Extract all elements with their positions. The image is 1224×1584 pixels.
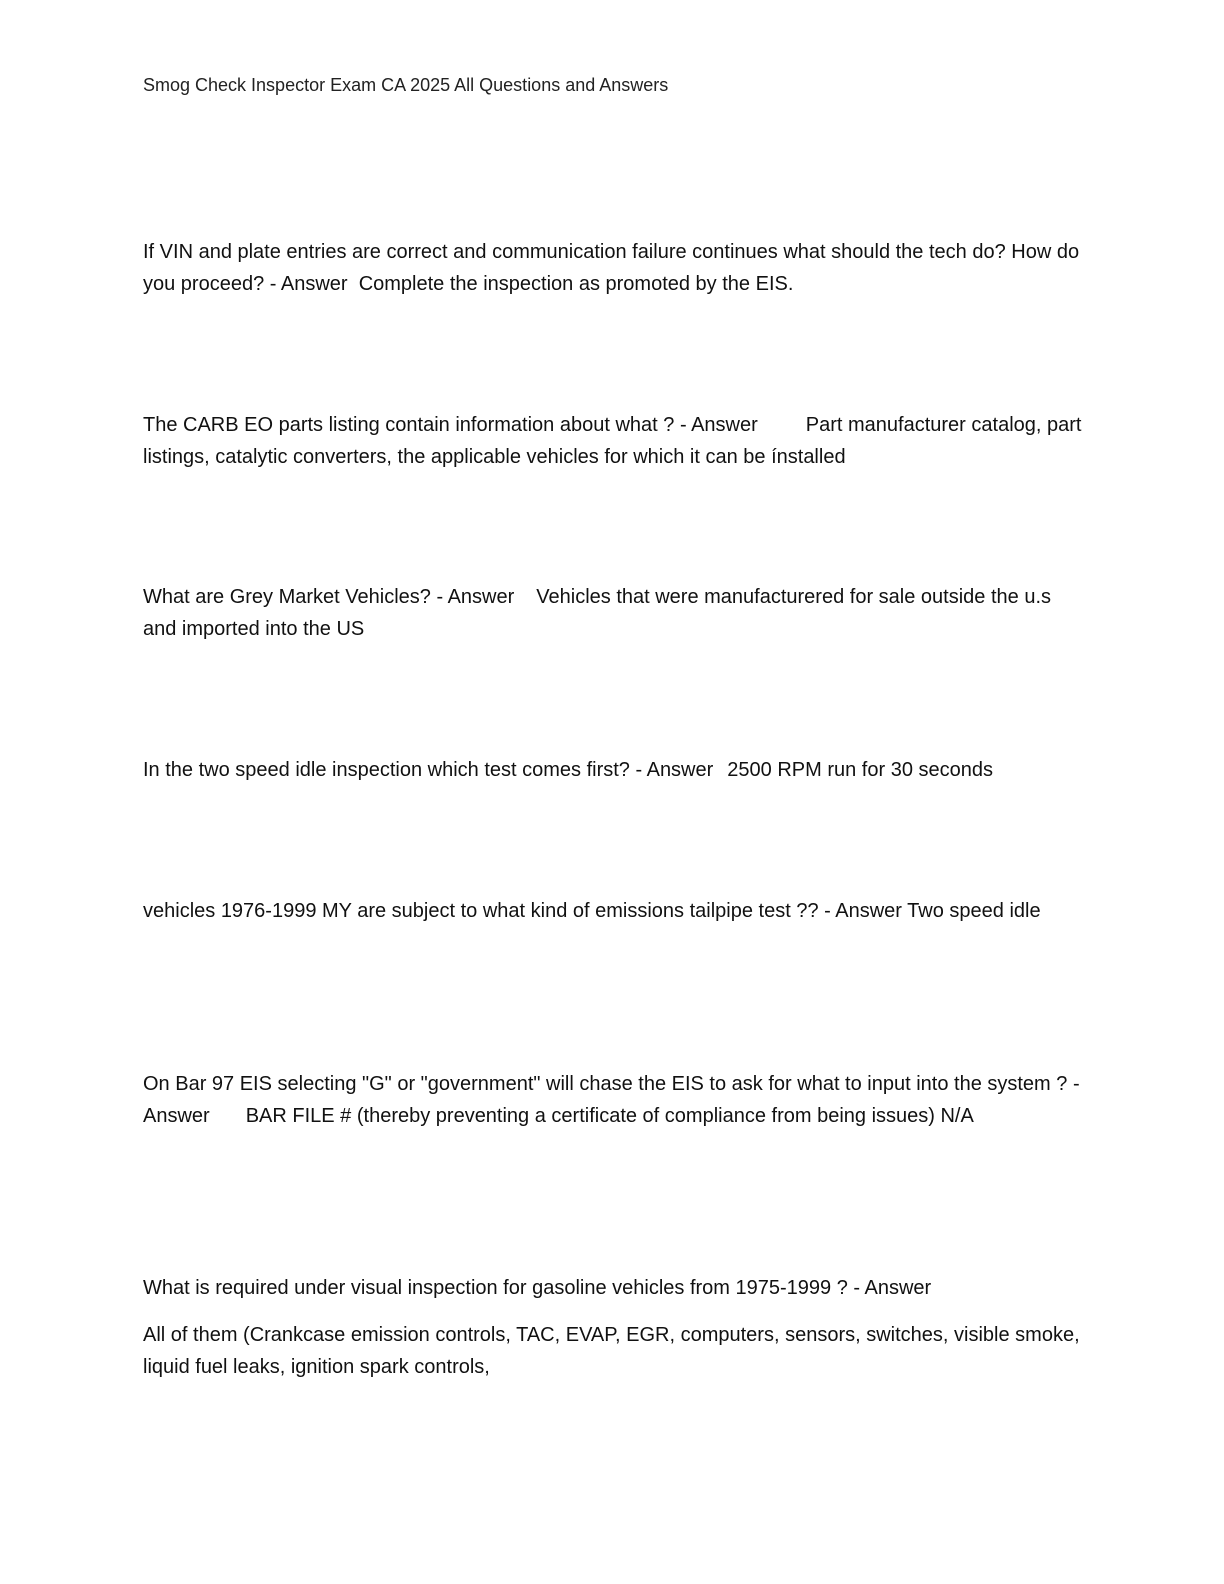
qa-item-1: [143, 236, 1083, 300]
answer-marker: - Answer: [824, 900, 902, 922]
answer-marker: - Answer: [679, 414, 758, 436]
question-text: What are Grey Market Vehicles?: [143, 586, 431, 608]
answer-marker: - Answer: [853, 1277, 932, 1299]
qa-item-7-question: [143, 1272, 1083, 1304]
question-text: What is required under visual inspection for gasoline vehicles from 1975-1999 ?: [143, 1277, 848, 1299]
answer-text: BAR FILE # (thereby preventing a certificate of compliance from being issues) N/A: [245, 1105, 974, 1127]
answer-marker: - Answer: [143, 1073, 1080, 1127]
question-text: The CARB EO parts listing contain information about what ?: [143, 414, 675, 436]
question-text: In the two speed idle inspection which test comes first?: [143, 759, 630, 781]
qa-item-4: [143, 754, 1103, 786]
question-text: If VIN and plate entries are correct and communication failure continues what should the tech do? How do you proceed?: [143, 241, 1080, 295]
answer-marker: - Answer: [436, 586, 515, 608]
qa-item-7-answer: [143, 1319, 1083, 1383]
answer-text: Two speed idle: [907, 900, 1041, 922]
qa-item-2: [143, 409, 1083, 473]
answer-text: 2500 RPM run for 30 seconds: [727, 759, 993, 781]
qa-item-6: [143, 1068, 1083, 1132]
answer-marker: - Answer: [269, 273, 348, 295]
document-title: Smog Check Inspector Exam CA 2025 All Questions and Answers: [143, 75, 669, 95]
qa-item-3: [143, 581, 1083, 645]
answer-marker: - Answer: [635, 759, 714, 781]
answer-text: Complete the inspection as promoted by the EIS.: [358, 273, 794, 295]
question-text: On Bar 97 EIS selecting "G" or "government" will chase the EIS to ask for what to input into the system ?: [143, 1073, 1068, 1095]
answer-text: Part manufacturer catalog, part listings, catalytic converters, the applicable vehicles for which it can be ínstalled: [143, 414, 1082, 468]
qa-item-5: [143, 895, 1083, 927]
answer-text: Vehicles that were manufacturered for sale outside the u.s and imported into the US: [143, 586, 1052, 640]
answer-text: All of them (Crankcase emission controls, TAC, EVAP, EGR, computers, sensors, switches, visible smoke, liquid fuel leaks, ignition spark controls,: [143, 1324, 1080, 1378]
question-text: vehicles 1976-1999 MY are subject to what kind of emissions tailpipe test ??: [143, 900, 819, 922]
